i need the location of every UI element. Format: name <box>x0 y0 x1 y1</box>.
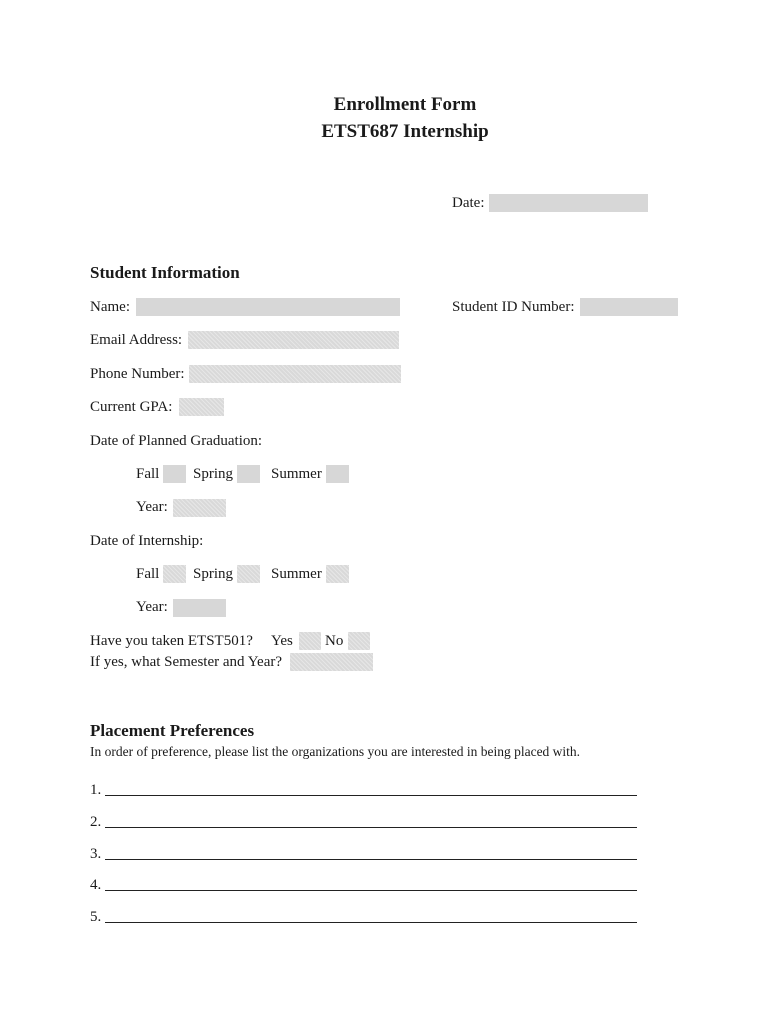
phone-label: Phone Number: <box>90 366 185 382</box>
preference-line-3[interactable] <box>105 859 637 860</box>
internship-spring-checkbox[interactable] <box>237 565 260 583</box>
internship-date-label: Date of Internship: <box>90 533 204 549</box>
phone-field[interactable] <box>189 365 401 383</box>
planned-graduation-label: Date of Planned Graduation: <box>90 433 263 449</box>
graduation-fall-checkbox[interactable] <box>163 465 186 483</box>
internship-spring-label: Spring <box>193 566 234 582</box>
internship-summer-checkbox[interactable] <box>326 565 349 583</box>
etst501-question: Have you taken ETST501? <box>90 633 253 649</box>
placement-preferences-heading: Placement Preferences <box>90 721 255 740</box>
internship-year-field[interactable] <box>173 599 226 617</box>
internship-year-label: Year: <box>136 599 168 615</box>
semester-year-field[interactable] <box>290 653 373 671</box>
graduation-fall-label: Fall <box>136 466 160 482</box>
preference-number-5: 5. <box>90 909 102 925</box>
email-label: Email Address: <box>90 332 183 348</box>
preference-number-2: 2. <box>90 814 102 830</box>
etst501-yes-checkbox[interactable] <box>299 632 321 650</box>
graduation-summer-label: Summer <box>271 466 322 482</box>
name-label: Name: <box>90 299 130 315</box>
graduation-summer-checkbox[interactable] <box>326 465 349 483</box>
graduation-year-field[interactable] <box>173 499 226 517</box>
date-label: Date: <box>452 195 485 211</box>
form-subtitle: ETST687 Internship <box>321 121 489 142</box>
date-field[interactable] <box>489 194 648 212</box>
etst501-no-label: No <box>325 633 344 649</box>
internship-fall-label: Fall <box>136 566 160 582</box>
preference-line-4[interactable] <box>105 890 637 891</box>
preference-line-1[interactable] <box>105 795 637 796</box>
etst501-no-checkbox[interactable] <box>348 632 370 650</box>
email-field[interactable] <box>188 331 399 349</box>
graduation-spring-label: Spring <box>193 466 234 482</box>
preference-number-4: 4. <box>90 877 102 893</box>
graduation-year-label: Year: <box>136 499 168 515</box>
preference-line-5[interactable] <box>105 922 637 923</box>
placement-instructions: In order of preference, please list the organizations you are interested in being placed with. <box>90 744 581 759</box>
form-title: Enrollment Form <box>333 94 477 115</box>
internship-summer-label: Summer <box>271 566 322 582</box>
name-field[interactable] <box>136 298 400 316</box>
internship-fall-checkbox[interactable] <box>163 565 186 583</box>
preference-number-3: 3. <box>90 846 102 862</box>
graduation-spring-checkbox[interactable] <box>237 465 260 483</box>
etst501-yes-label: Yes <box>271 633 293 649</box>
preference-line-2[interactable] <box>105 827 637 828</box>
student-information-heading: Student Information <box>90 263 240 282</box>
semester-year-question: If yes, what Semester and Year? <box>90 654 283 670</box>
preference-number-1: 1. <box>90 782 102 798</box>
student-id-field[interactable] <box>580 298 678 316</box>
student-id-label: Student ID Number: <box>452 299 575 315</box>
gpa-label: Current GPA: <box>90 399 173 415</box>
gpa-field[interactable] <box>179 398 224 416</box>
